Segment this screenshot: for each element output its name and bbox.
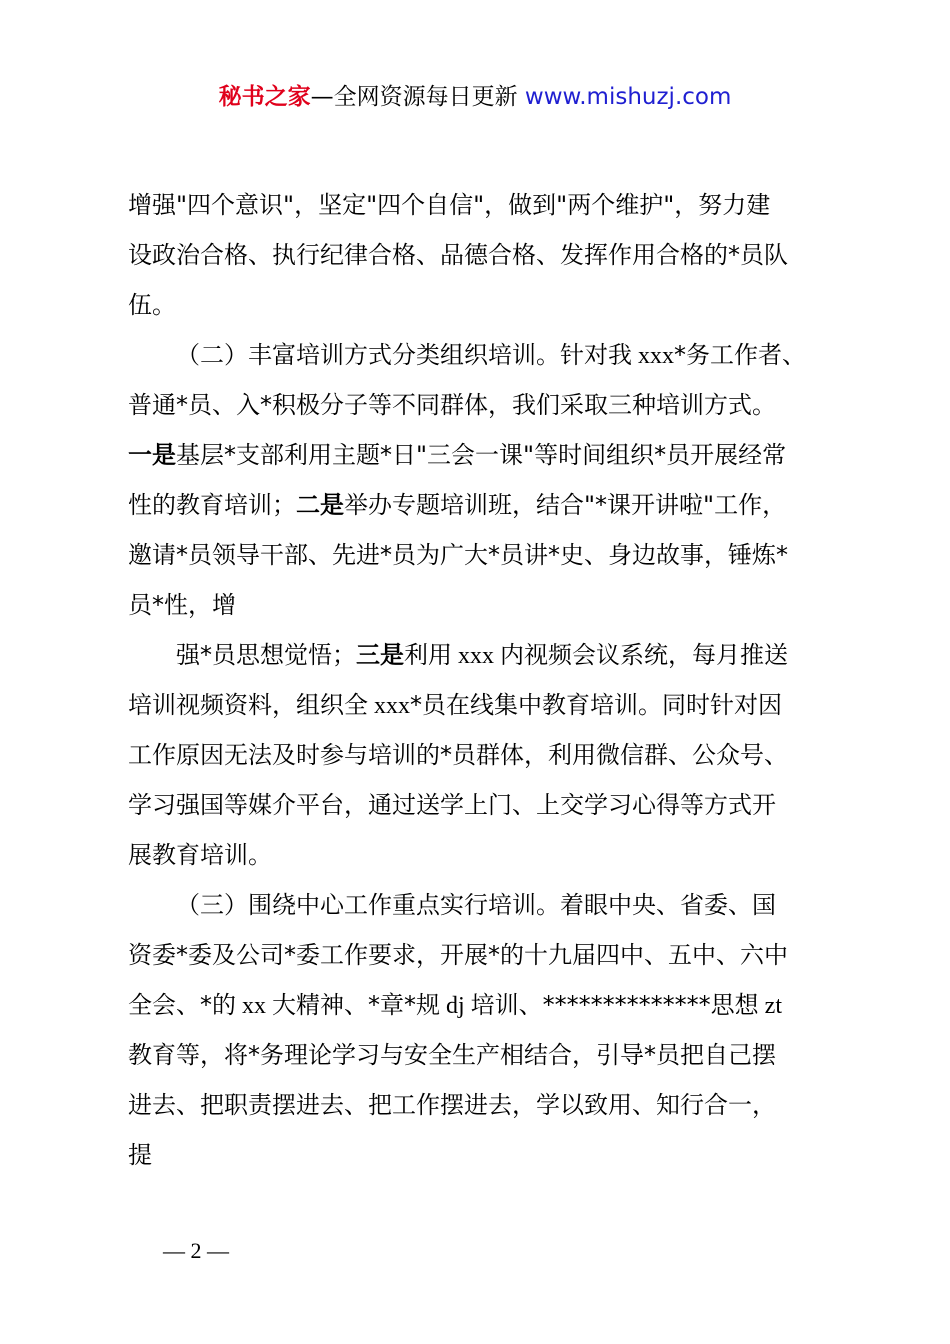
text-run: xxx	[632, 343, 674, 369]
text-line	[128, 680, 828, 730]
text-line	[128, 480, 828, 530]
text-line: 展教育培训。	[128, 841, 272, 869]
text-run: 举办专题培训班，结合"*课开讲啦"工作，	[344, 491, 787, 519]
text-run: 强*员思想觉悟；	[176, 641, 356, 669]
text-run: 基层*支部利用主题*日"三会一课"等时间组织*员开展经常	[176, 441, 787, 469]
text-run: zt	[758, 993, 782, 1019]
text-run: 大精神、*章*规	[272, 991, 440, 1019]
header-url: www.mishuzj.com	[524, 84, 732, 110]
document-body	[128, 180, 828, 1180]
text-run: 性的教育培训；	[128, 491, 296, 519]
bold-marker: 三是	[356, 641, 404, 669]
text-line	[128, 630, 828, 680]
text-line: 工作原因无法及时参与培训的*员群体，利用微信群、公众号、	[128, 741, 788, 769]
text-run: 培训、**************思想	[470, 991, 759, 1019]
section-heading-two	[128, 330, 828, 380]
text-line: 邀请*员领导干部、先进*员为广大*员讲*史、身边故事，锤炼*	[128, 541, 788, 569]
text-run: 全会、*的	[128, 991, 236, 1019]
text-run: 内视频会议系统，每月推送	[500, 641, 788, 669]
bold-marker: 二是	[296, 491, 344, 519]
text-run: dj	[440, 993, 471, 1019]
text-line: 进去、把职责摆进去、把工作摆进去，学以致用、知行合一，	[128, 1091, 776, 1119]
text-line: 资委*委及公司*委工作要求，开展*的十九届四中、五中、六中	[128, 941, 788, 969]
text-line: 伍。	[128, 291, 176, 319]
text-line: 员*性，增	[128, 591, 236, 619]
text-line: 教育等，将*务理论学习与安全生产相结合，引导*员把自己摆	[128, 1041, 776, 1069]
text-line: 提	[128, 1141, 152, 1169]
watermark-header	[0, 80, 950, 114]
text-run: 培训视频资料，组织全	[128, 691, 368, 719]
text-run: *务工作者、	[674, 341, 806, 369]
text-line: 学习强国等媒介平台，通过送学上门、上交学习心得等方式开	[128, 791, 776, 819]
brand-name: 秘书之家	[218, 84, 311, 110]
text-line: 增强"四个意识"，坚定"四个自信"，做到"两个维护"，努力建	[128, 191, 771, 219]
text-run: xx	[236, 993, 272, 1019]
text-run: 利用	[404, 641, 452, 669]
header-tagline: —全网资源每日更新	[310, 84, 525, 110]
text-line	[128, 980, 828, 1030]
text-run: （二）丰富培训方式分类组织培训。针对我	[176, 341, 632, 369]
text-run: xxx	[452, 643, 500, 669]
page-number: — 2 —	[163, 1238, 229, 1263]
text-line	[128, 430, 828, 480]
text-run: xxx	[368, 693, 410, 719]
section-heading-three: （三）围绕中心工作重点实行培训。着眼中央、省委、国	[176, 891, 776, 919]
text-line: 设政治合格、执行纪律合格、品德合格、发挥作用合格的*员队	[128, 241, 788, 269]
text-run: *员在线集中教育培训。同时针对因	[410, 691, 782, 719]
text-line: 普通*员、入*积极分子等不同群体，我们采取三种培训方式。	[128, 391, 776, 419]
bold-marker: 一是	[128, 441, 176, 469]
